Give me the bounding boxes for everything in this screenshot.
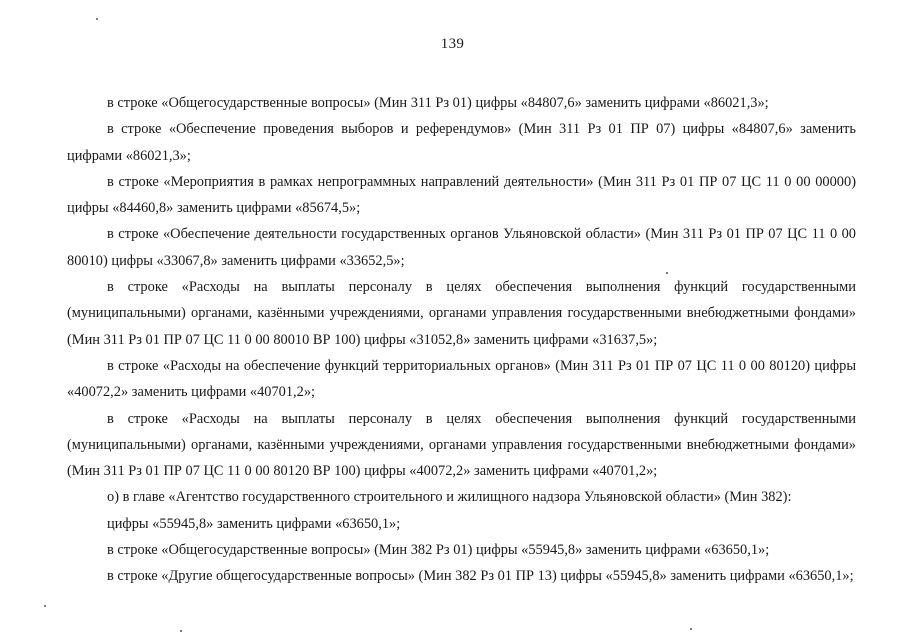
paragraph: в строке «Общегосударственные вопросы» (Мин 382 Рз 01) цифры «55945,8» заменить цифрами «63650,1»; — [107, 542, 770, 559]
paragraph: в строке «Расходы на выплаты персоналу в целях обеспечения выполнения функций государственными (муниципальными) органами, казёнными учреждениями, органами управления государственными внебюджетными фондами» (Мин 311 Рз 01 ПР 07 ЦС 11 0 00 80010 ВР 100) цифры «31052,8» заменить цифрами «31637,5»; — [67, 279, 856, 348]
scan-speck — [96, 18, 98, 20]
document-body — [67, 90, 856, 590]
paragraph: о) в главе «Агентство государственного строительного и жилищного надзора Ульяновской области» (Мин 382): — [107, 489, 792, 506]
scan-speck — [666, 272, 668, 274]
paragraph: цифры «55945,8» заменить цифрами «63650,1»; — [107, 515, 401, 532]
paragraph: в строке «Расходы на обеспечение функций территориальных органов» (Мин 311 Рз 01 ПР 07 ЦС 11 0 00 80120) цифры «40072,2» заменить цифрами «40701,2»; — [67, 357, 856, 401]
scan-speck — [44, 605, 46, 607]
scan-speck — [690, 628, 692, 630]
scan-speck — [180, 630, 182, 632]
page-number: 139 — [440, 36, 465, 52]
paragraph: в строке «Обеспечение деятельности государственных органов Ульяновской области» (Мин 311 Рз 01 ПР 07 ЦС 11 0 00 80010) цифры «33067,8» заменить цифрами «33652,5»; — [67, 226, 856, 269]
paragraph: в строке «Расходы на выплаты персоналу в целях обеспечения выполнения функций государственными (муниципальными) органами, казёнными учреждениями, органами управления государственными внебюджетными фондами» (Мин 311 Рз 01 ПР 07 ЦС 11 0 00 80120 ВР 100) цифры «40072,2» заменить цифрами «40701,2»; — [67, 410, 856, 480]
paragraph: в строке «Общегосударственные вопросы» (Мин 311 Рз 01) цифры «84807,6» заменить цифрами «86021,3»; — [107, 95, 769, 111]
paragraph: в строке «Обеспечение проведения выборов и референдумов» (Мин 311 Рз 01 ПР 07) цифры «84807,6» заменить цифрами «86021,3»; — [67, 121, 856, 164]
paragraph: в строке «Мероприятия в рамках непрограммных направлений деятельности» (Мин 311 Рз 01 ПР 07 ЦС 11 0 00 00000) цифры «84460,8» заменить цифрами «85674,5»; — [67, 173, 856, 217]
paragraph: в строке «Другие общегосударственные вопросы» (Мин 382 Рз 01 ПР 13) цифры «55945,8» заменить цифрами «63650,1»; — [107, 568, 854, 585]
